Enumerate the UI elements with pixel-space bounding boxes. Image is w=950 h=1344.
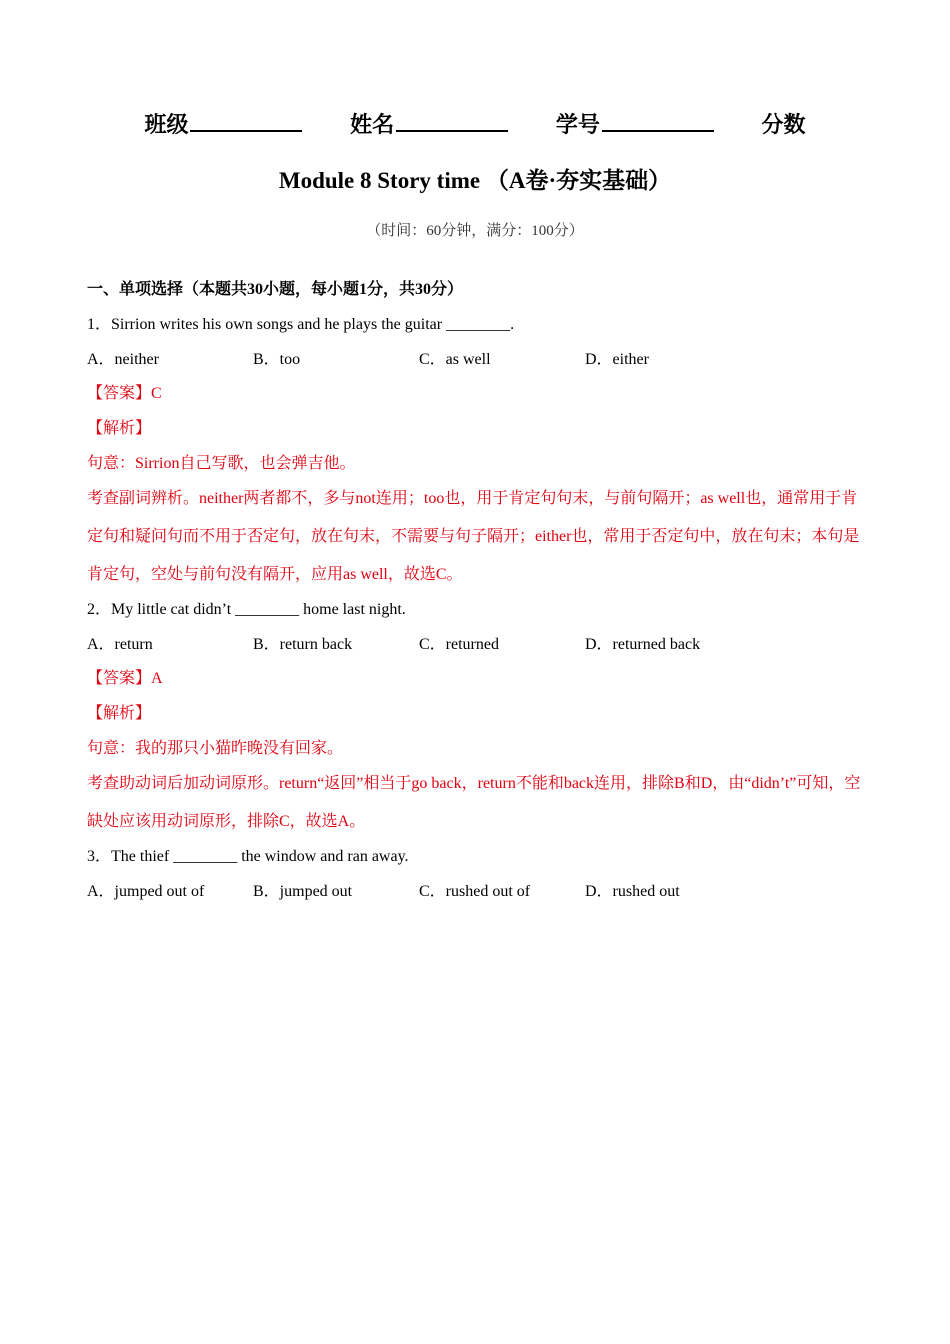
option-b: B．too	[253, 351, 301, 368]
explanation: 考查助动词后加动词原形。return“返回”相当于go back，return不能和back连用，排除B和D，由“didn’t”可知，空缺处应该用动词原形，排除C，故选A。	[87, 775, 861, 830]
class-label: 班级	[144, 113, 189, 138]
option-b: B．return back	[253, 636, 353, 653]
name-blank[interactable]	[396, 108, 508, 132]
score-label: 分数	[761, 113, 806, 138]
question-stem: 3．The thief ________ the window and ran away.	[87, 848, 409, 865]
exam-content	[87, 278, 863, 914]
option-a: A．neither	[87, 351, 159, 368]
class-field	[144, 108, 302, 139]
name-field	[350, 108, 508, 139]
option-a: A．jumped out of	[87, 883, 205, 900]
page-title: Module 8 Story time （A卷·夯实基础）	[278, 168, 672, 193]
name-label: 姓名	[350, 113, 395, 138]
option-d: D．either	[585, 351, 649, 368]
question-1	[87, 313, 863, 594]
exam-time-info: （时间：60分钟，满分：100分）	[366, 223, 584, 239]
question-stem: 2．My little cat didn’t ________ home last night.	[87, 601, 406, 618]
answer-line: 【答案】A	[87, 670, 163, 687]
sentence-meaning: 句意：Sirrion自己写歌，也会弹吉他。	[87, 455, 356, 472]
question-2	[87, 598, 863, 841]
option-d: D．rushed out	[585, 883, 680, 900]
option-c: C．returned	[419, 636, 499, 653]
student-id-label: 学号	[555, 113, 600, 138]
option-c: C．as well	[419, 351, 491, 368]
analysis-label: 【解析】	[87, 705, 152, 722]
student-info-header	[0, 108, 950, 139]
score-field	[762, 108, 806, 139]
option-c: C．rushed out of	[419, 883, 531, 900]
section-heading: 一、单项选择（本题共30小题，每小题1分，共30分）	[87, 281, 464, 298]
options-row	[87, 348, 863, 372]
option-d: D．returned back	[585, 636, 701, 653]
student-id-blank[interactable]	[602, 108, 714, 132]
question-stem: 1．Sirrion writes his own songs and he plays the guitar ________.	[87, 316, 515, 333]
options-row	[87, 880, 863, 904]
sentence-meaning: 句意：我的那只小猫昨晚没有回家。	[87, 740, 344, 757]
answer-line: 【答案】C	[87, 385, 162, 402]
option-b: B．jumped out	[253, 883, 353, 900]
question-3	[87, 845, 863, 904]
class-blank[interactable]	[190, 108, 302, 132]
options-row	[87, 633, 863, 657]
option-a: A．return	[87, 636, 153, 653]
explanation: 考查副词辨析。neither两者都不，多与not连用；too也，用于肯定句句末，与前句隔开；as well也，通常用于肯定句和疑问句而不用于否定句，放在句末，不需要与句子隔开；either也，常用于否定句中，放在句末；本句是肯定句，空处与前句没有隔开，应用as well，故选C。	[87, 490, 860, 583]
analysis-label: 【解析】	[87, 420, 152, 437]
student-id-field	[556, 108, 714, 139]
